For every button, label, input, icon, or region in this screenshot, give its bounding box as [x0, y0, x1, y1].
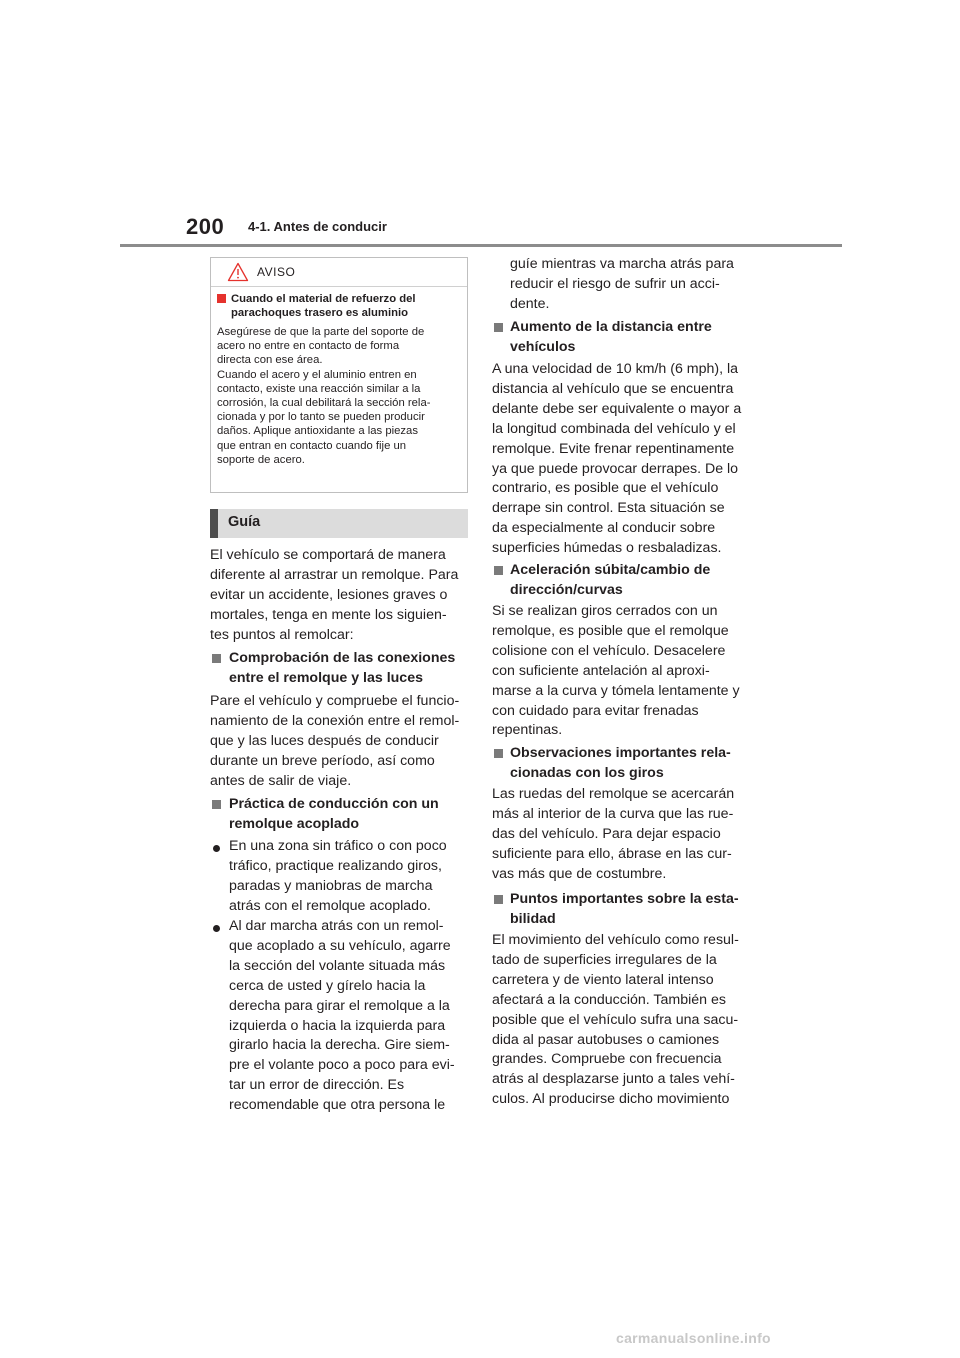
- warning-text: Asegúrese de que la parte del soporte de acero no entre en contacto de forma directa con ese área. Cuando el acero y el aluminio entren en contacto, existe una reacción similar a la corrosión, la cual debilitará la sección rela- cionada y por lo tanto se pueden producir daños. Aplique antioxidante a las piezas que entran en contacto cuando fije un soporte de acero.: [217, 326, 431, 466]
- gray-square-icon: [212, 654, 221, 663]
- bullet-dot-icon: [213, 845, 220, 852]
- warning-divider: [211, 286, 467, 287]
- warning-title: AVISO: [257, 265, 296, 279]
- gray-square-icon: [494, 749, 503, 758]
- sec4-title: Aceleración súbita/cambio de dirección/curvas: [510, 562, 711, 598]
- warning-subheading: [217, 292, 463, 320]
- bullet-item: En una zona sin tráfico o con poco tráfico, practique realizando giros, paradas y maniobras de marcha atrás con el remolque acoplado.: [229, 838, 447, 914]
- bullet-dot-icon: [213, 925, 220, 932]
- warning-header: [227, 262, 295, 282]
- bullet-item: Al dar marcha atrás con un remol- que acoplado a su vehículo, agarre la sección del volante situada más cerca de usted y gírelo hacia la derecha para girar el remolque a la izquierda o hacia la izquierda para girarlo hacia la derecha. Gire siem- pre el volante poco a poco para evi- tar un error de dirección. Es recomendable que otra persona le: [229, 918, 455, 1114]
- section-title: 4-1. Antes de conducir: [248, 219, 387, 234]
- sec6-text: El movimiento del vehículo como resul- tado de superficies irregulares de la carretera y de viento lateral intenso afectará a la conducción. También es posible que el vehículo sufra una sacu- dida al pasar autobuses o camiones grandes. Compruebe con frecuencia atrás al desplazarse junto a tales vehí- culos. Al producirse dicho movimiento: [492, 932, 739, 1108]
- guide-section-bar: [210, 509, 468, 538]
- warning-subheading-text: Cuando el material de refuerzo del parachoques trasero es aluminio: [231, 293, 416, 319]
- guide-title: Guía: [228, 514, 261, 530]
- intro-paragraph: El vehículo se comportará de manera diferente al arrastrar un remolque. Para evitar un accidente, lesiones graves o mortales, tenga en mente los siguien- tes puntos al remolcar:: [210, 547, 459, 643]
- red-square-icon: [217, 294, 226, 303]
- header-rule: [120, 244, 842, 247]
- gray-square-icon: [494, 566, 503, 575]
- sec2-title: Práctica de conducción con un remolque acoplado: [229, 796, 439, 832]
- sec1-title: Comprobación de las conexiones entre el remolque y las luces: [229, 650, 456, 686]
- gray-square-icon: [212, 800, 221, 809]
- sec4-text: Si se realizan giros cerrados con un remolque, es posible que el remolque colisione con el vehículo. Desacelere con suficiente antelación al aproxi- marse a la curva y tómela lentamente y con cuidado para evitar frenadas repentinas.: [492, 603, 740, 739]
- gray-square-icon: [494, 895, 503, 904]
- watermark: carmanualsonline.info: [616, 1330, 771, 1346]
- warning-box: [210, 257, 468, 493]
- guide-bar-accent: [210, 509, 218, 538]
- sec5-text: Las ruedas del remolque se acercarán más al interior de la curva que las rue- das del vehículo. Para dejar espacio suficiente para ello, ábrase en las cur- vas más que de costumbre.: [492, 786, 735, 882]
- warning-triangle-icon: [227, 262, 249, 282]
- continuation-text: guíe mientras va marcha atrás para reducir el riesgo de sufrir un acci- dente.: [510, 256, 734, 312]
- page-number: 200: [186, 214, 225, 239]
- sec3-title: Aumento de la distancia entre vehículos: [510, 319, 712, 355]
- sec3-text: A una velocidad de 10 km/h (6 mph), la distancia al vehículo que se encuentra delante debe ser equivalente o mayor a la longitud combinada del vehículo y el remolque. Evite frenar repentinamente ya que puede provocar derrapes. De lo contrario, es posible que el vehículo derrape sin control. Esta situación se da especialmente al conducir sobre superficies húmedas o resbaladizas.: [492, 361, 742, 557]
- sec1-text: Pare el vehículo y compruebe el funcio- namiento de la conexión entre el remol- que y las luces después de conducir durante un breve período, así como antes de salir de viaje.: [210, 693, 460, 789]
- sec5-title: Observaciones importantes rela- cionadas con los giros: [510, 745, 731, 781]
- sec6-title: Puntos importantes sobre la esta- bilidad: [510, 891, 739, 927]
- gray-square-icon: [494, 323, 503, 332]
